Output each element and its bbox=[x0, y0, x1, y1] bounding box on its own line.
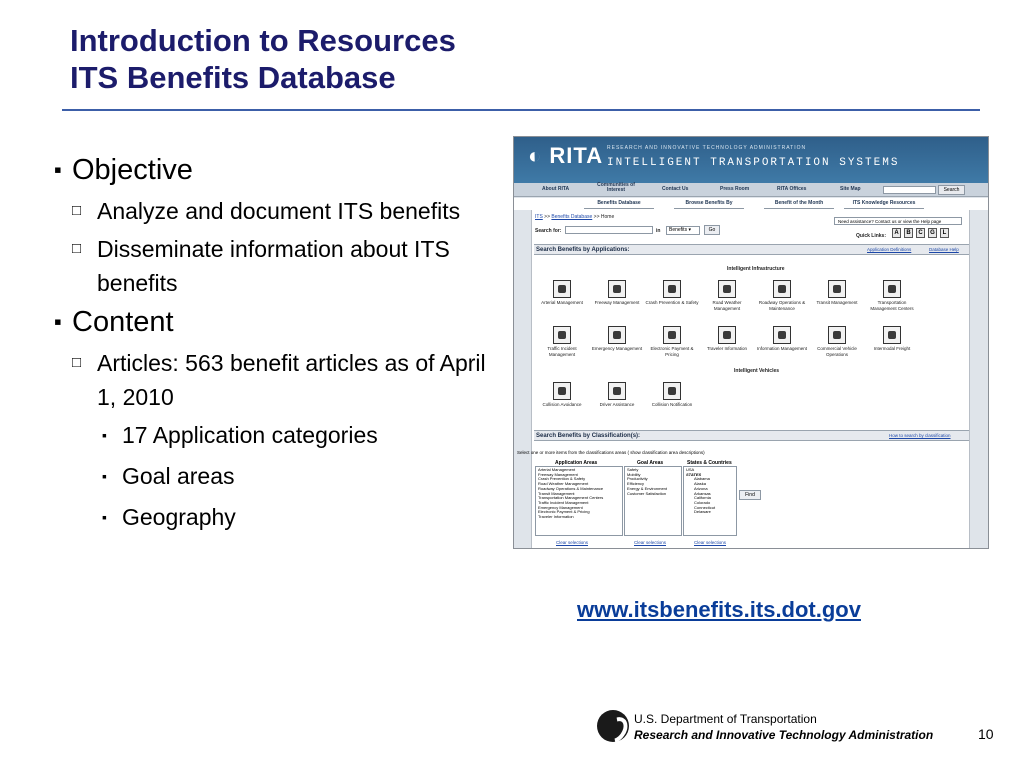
search-scope-select[interactable]: Benefits ▾ bbox=[666, 226, 700, 235]
menu-about-rita[interactable]: About RITA bbox=[542, 186, 570, 192]
bullet-text: Articles: 563 benefit articles as of April 1, 2010 bbox=[97, 350, 486, 410]
col-header-states: States & Countries bbox=[687, 460, 732, 466]
bullet-text: Content bbox=[72, 306, 174, 338]
site-search-input[interactable] bbox=[883, 186, 936, 194]
freight-icon bbox=[883, 326, 901, 344]
section-title: Search Benefits by Applications: bbox=[536, 247, 630, 253]
how-to-search-link[interactable]: How to search by classification bbox=[889, 433, 951, 438]
tab-benefit-of-month[interactable]: Benefit of the Month bbox=[764, 200, 834, 209]
crash-icon bbox=[663, 280, 681, 298]
freeway-icon bbox=[608, 280, 626, 298]
states-listbox[interactable]: USA STATES Alabama Alaska Arizona Arkansas California Colorado Connecticut Delaware bbox=[683, 466, 737, 536]
weather-icon bbox=[718, 280, 736, 298]
slide-title-line-1: Introduction to Resources bbox=[70, 23, 456, 58]
roadwork-icon bbox=[773, 280, 791, 298]
app-intermodal-freight[interactable]: Intermodal Freight bbox=[864, 326, 920, 352]
app-freeway-management[interactable]: Freeway Management bbox=[589, 280, 645, 306]
site-tabs bbox=[514, 198, 989, 210]
sub-bullet bbox=[52, 194, 502, 228]
app-electronic-payment[interactable]: Electronic Payment & Pricing bbox=[644, 326, 700, 357]
database-help-link[interactable]: Database Help bbox=[929, 247, 959, 252]
computer-icon bbox=[773, 326, 791, 344]
section-header-classification bbox=[534, 430, 969, 441]
quick-link-g[interactable]: G bbox=[928, 228, 937, 238]
small-square-bullet-icon: ▪ bbox=[102, 509, 107, 525]
app-crash-prevention[interactable]: Crash Prevention & Safety bbox=[644, 280, 700, 306]
menu-site-map[interactable]: Site Map bbox=[840, 186, 861, 192]
tab-knowledge-resources[interactable]: ITS Knowledge Resources bbox=[844, 200, 924, 209]
assistance-note: Need assistance? Contact us or view the Help page bbox=[834, 217, 962, 225]
quick-link-a[interactable]: A bbox=[892, 228, 901, 238]
quick-links-label: Quick Links: bbox=[856, 233, 887, 239]
incident-icon bbox=[553, 326, 571, 344]
website-screenshot bbox=[513, 136, 989, 549]
quick-link-c[interactable]: C bbox=[916, 228, 925, 238]
small-square-bullet-icon: ▪ bbox=[102, 468, 107, 484]
sub-sub-bullet bbox=[52, 459, 502, 493]
sub-sub-bullet bbox=[52, 500, 502, 534]
slide-title bbox=[70, 22, 456, 96]
app-road-weather[interactable]: Road Weather Management bbox=[699, 280, 755, 311]
classification-instructions: Select one or more items from the classifications areas ( show classification area descriptions) bbox=[517, 450, 705, 455]
banner-title: INTELLIGENT TRANSPORTATION SYSTEMS bbox=[607, 157, 900, 169]
hollow-square-bullet-icon: □ bbox=[72, 354, 82, 371]
section-title: Search Benefits by Classification(s): bbox=[536, 433, 641, 439]
bullet-content bbox=[52, 304, 502, 340]
traffic-signal-icon bbox=[553, 280, 571, 298]
app-transit-management[interactable]: Transit Management bbox=[809, 280, 865, 306]
bullet-text: Disseminate information about ITS benefits bbox=[97, 236, 450, 296]
go-button[interactable]: Go bbox=[704, 225, 720, 235]
breadcrumb-home: >> Home bbox=[593, 214, 615, 220]
menu-press-room[interactable]: Press Room bbox=[720, 186, 750, 192]
menu-communities[interactable]: Communities of Interest bbox=[597, 182, 635, 193]
app-driver-assistance[interactable]: Driver Assistance bbox=[589, 382, 645, 408]
breadcrumb: ITS >> Benefits Database >> Home bbox=[535, 214, 615, 220]
bullet-text: Analyze and document ITS benefits bbox=[97, 198, 461, 224]
search-for-input[interactable] bbox=[565, 226, 653, 234]
hollow-square-bullet-icon: □ bbox=[72, 240, 82, 257]
in-label: in bbox=[656, 228, 661, 234]
title-divider bbox=[62, 109, 980, 111]
bullet-text: Objective bbox=[72, 154, 193, 186]
bullet-text: Goal areas bbox=[122, 463, 235, 489]
app-tmc[interactable]: Transportation Management Centers bbox=[864, 280, 920, 311]
hollow-square-bullet-icon: □ bbox=[72, 202, 82, 219]
emergency-vehicle-icon bbox=[608, 326, 626, 344]
bus-icon bbox=[828, 280, 846, 298]
sub-bullet bbox=[52, 346, 502, 414]
menu-rita-offices[interactable]: RITA Offices bbox=[777, 186, 807, 192]
footer-department: U.S. Department of Transportation bbox=[634, 712, 817, 726]
col-header-goal-areas: Goal Areas bbox=[637, 460, 664, 466]
quick-link-l[interactable]: L bbox=[940, 228, 949, 238]
dot-logo-icon bbox=[597, 710, 629, 742]
find-button[interactable]: Find bbox=[739, 490, 761, 500]
slide-title-line-2: ITS Benefits Database bbox=[70, 60, 396, 95]
collision-avoidance-icon bbox=[553, 382, 571, 400]
quick-link-b[interactable]: B bbox=[904, 228, 913, 238]
group-intelligent-infrastructure: Intelligent Infrastructure bbox=[727, 266, 785, 272]
banner-subtitle: RESEARCH AND INNOVATIVE TECHNOLOGY ADMINISTRATION bbox=[607, 145, 807, 151]
breadcrumb-its[interactable]: ITS bbox=[535, 214, 543, 220]
bullet-text: 17 Application categories bbox=[122, 422, 378, 448]
bullet-text: Geography bbox=[122, 504, 236, 530]
clear-selections-states[interactable]: Clear selections bbox=[694, 540, 727, 545]
app-commercial-vehicle[interactable]: Commercial Vehicle Operations bbox=[809, 326, 865, 357]
app-emergency-management[interactable]: Emergency Management bbox=[589, 326, 645, 352]
sub-sub-bullet bbox=[52, 418, 502, 452]
square-bullet-icon: ▪ bbox=[54, 157, 62, 182]
driver-assistance-icon bbox=[608, 382, 626, 400]
bullet-objective bbox=[52, 152, 502, 188]
search-for-label: Search for: bbox=[535, 228, 562, 234]
info-icon bbox=[718, 326, 736, 344]
benefits-url-link[interactable]: www.itsbenefits.its.dot.gov bbox=[577, 597, 861, 622]
site-search-button[interactable]: Search bbox=[938, 185, 965, 195]
control-center-icon bbox=[883, 280, 901, 298]
payment-icon bbox=[663, 326, 681, 344]
chevron-down-icon: ▾ bbox=[688, 227, 691, 233]
footer-agency: Research and Innovative Technology Administration bbox=[634, 728, 934, 742]
page-number: 10 bbox=[978, 726, 994, 742]
goal-areas-listbox[interactable]: Safety Mobility Productivity Efficiency Energy & Environment Customer Satisfaction bbox=[624, 466, 682, 536]
breadcrumb-benefits-db[interactable]: Benefits Database bbox=[551, 214, 593, 220]
app-definitions-link[interactable]: Application Definitions bbox=[867, 247, 912, 252]
application-areas-listbox[interactable]: Arterial Management Freeway Management Crash Prevention & Safety Road Weather Management Roadway Operations & Maintenance Transit Management Transportation Management Centers Traffic Incident Management Emergency Management Electronic Payment & Pricing Traveler Information bbox=[535, 466, 623, 536]
clear-selections-app[interactable]: Clear selections bbox=[556, 540, 589, 545]
app-collision-avoidance[interactable]: Collision Avoidance bbox=[534, 382, 590, 408]
section-header-applications bbox=[534, 244, 969, 255]
collision-notification-icon bbox=[663, 382, 681, 400]
small-square-bullet-icon: ▪ bbox=[102, 427, 107, 443]
sub-bullet bbox=[52, 232, 502, 300]
truck-icon bbox=[828, 326, 846, 344]
site-banner bbox=[514, 137, 989, 183]
app-arterial-management[interactable]: Arterial Management bbox=[534, 280, 590, 306]
app-traveler-information[interactable]: Traveler Information bbox=[699, 326, 755, 352]
app-traffic-incident[interactable]: Traffic Incident Management bbox=[534, 326, 590, 357]
tab-benefits-database[interactable]: Benefits Database bbox=[584, 200, 654, 209]
menu-contact-us[interactable]: Contact Us bbox=[662, 186, 689, 192]
tab-browse-benefits[interactable]: Browse Benefits By bbox=[674, 200, 744, 209]
col-header-application-areas: Application Areas bbox=[555, 460, 598, 466]
bullet-list bbox=[52, 152, 502, 541]
square-bullet-icon: ▪ bbox=[54, 309, 62, 334]
app-information-management[interactable]: Information Management bbox=[754, 326, 810, 352]
app-roadway-operations[interactable]: Roadway Operations & Maintenance bbox=[754, 280, 810, 311]
app-collision-notification[interactable]: Collision Notification bbox=[644, 382, 700, 408]
clear-selections-goal[interactable]: Clear selections bbox=[634, 540, 667, 545]
group-intelligent-vehicles: Intelligent Vehicles bbox=[734, 368, 780, 374]
rita-logo: ◐ RITA bbox=[528, 143, 604, 168]
